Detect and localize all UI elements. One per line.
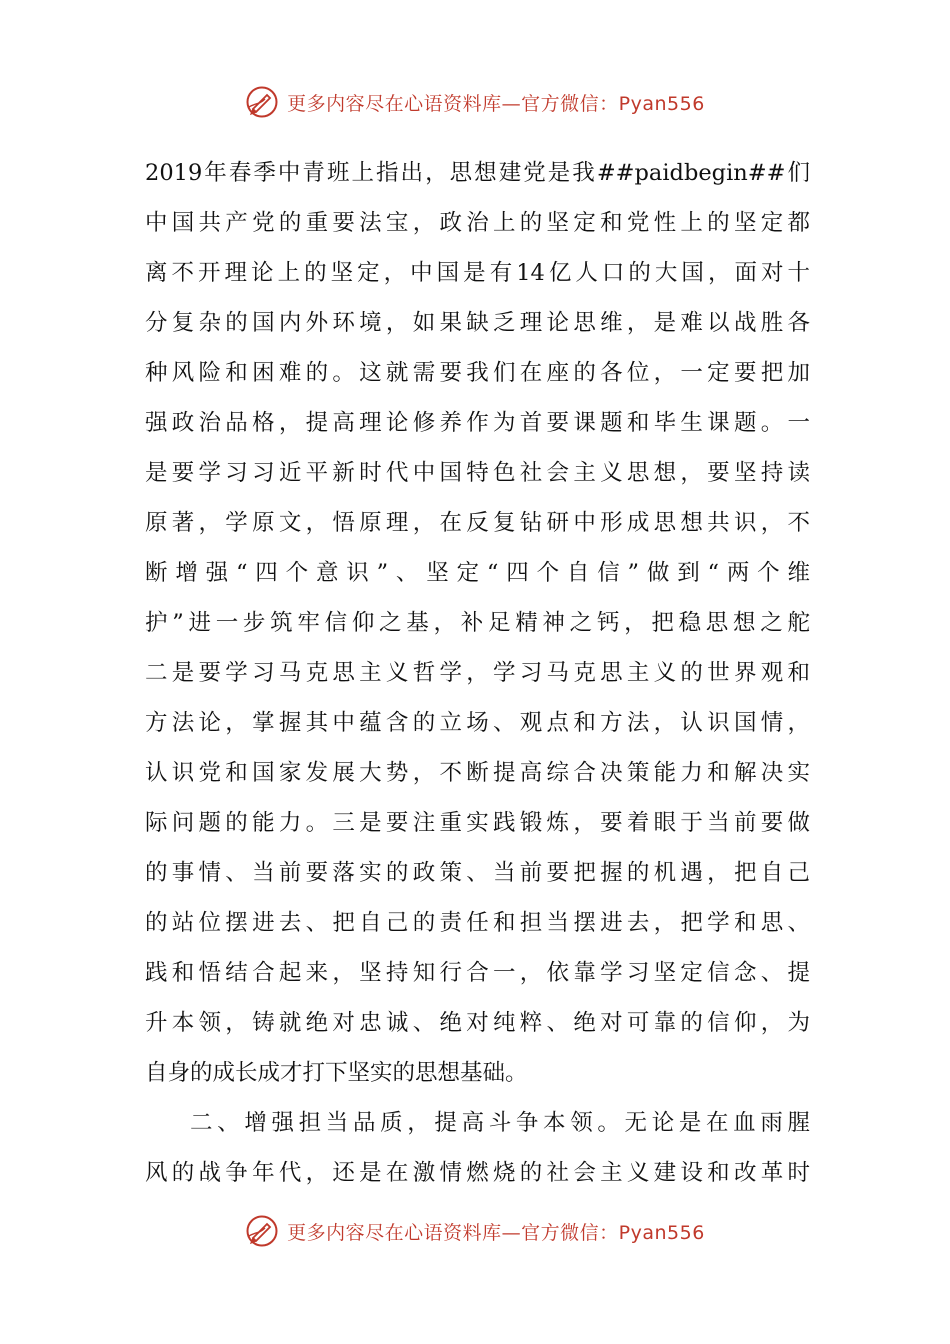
text-line: 2019年春季中青班上指出，思想建党是我##paidbegin##们 [145, 160, 810, 186]
text-line: 践和悟结合起来，坚持知行合一，依靠学习坚定信念、提 [145, 960, 810, 986]
text-line: 中国共产党的重要法宝，政治上的坚定和党性上的坚定都 [145, 210, 810, 236]
document-body [145, 148, 810, 1198]
pen-logo-icon [245, 1214, 279, 1248]
text-line: 断增强“四个意识”、坚定“四个自信”做到“两个维 [145, 560, 810, 586]
text-line: 升本领，铸就绝对忠诚、绝对纯粹、绝对可靠的信仰，为 [145, 1010, 810, 1036]
text-line: 的事情、当前要落实的政策、当前要把握的机遇，把自己 [145, 860, 810, 886]
text-line: 是要学习习近平新时代中国特色社会主义思想，要坚持读 [145, 460, 810, 486]
text-line: 自身的成长成才打下坚实的思想基础。 [145, 1060, 528, 1086]
text-line: 方法论，掌握其中蕴含的立场、观点和方法，认识国情， [145, 710, 810, 736]
text-line: 的站位摆进去、把自己的责任和担当摆进去，把学和思、 [145, 910, 810, 936]
text-line-paragraph-start: 二、增强担当品质，提高斗争本领。无论是在血雨腥 [190, 1110, 810, 1136]
text-line: 离不开理论上的坚定，中国是有14亿人口的大国，面对十 [145, 260, 810, 286]
watermark-text: 更多内容尽在心语资料库—官方微信：Pyan556 [287, 92, 705, 115]
text-line: 风的战争年代，还是在激情燃烧的社会主义建设和改革时 [145, 1160, 810, 1186]
text-line: 二是要学习马克思主义哲学，学习马克思主义的世界观和 [145, 660, 810, 686]
header-watermark [0, 82, 950, 122]
text-line: 护”进一步筑牢信仰之基，补足精神之钙，把稳思想之舵 [145, 610, 810, 636]
text-line: 认识党和国家发展大势，不断提高综合决策能力和解决实 [145, 760, 810, 786]
text-line: 种风险和困难的。这就需要我们在座的各位，一定要把加 [145, 360, 810, 386]
text-line: 分复杂的国内外环境，如果缺乏理论思维，是难以战胜各 [145, 310, 810, 336]
watermark-text: 更多内容尽在心语资料库—官方微信：Pyan556 [287, 1221, 705, 1244]
text-line: 原著，学原文，悟原理，在反复钻研中形成思想共识，不 [145, 510, 810, 536]
pen-logo-icon [245, 85, 279, 119]
footer-watermark [0, 1211, 950, 1251]
text-line: 际问题的能力。三是要注重实践锻炼，要着眼于当前要做 [145, 810, 810, 836]
text-line: 强政治品格，提高理论修养作为首要课题和毕生课题。一 [145, 410, 810, 436]
